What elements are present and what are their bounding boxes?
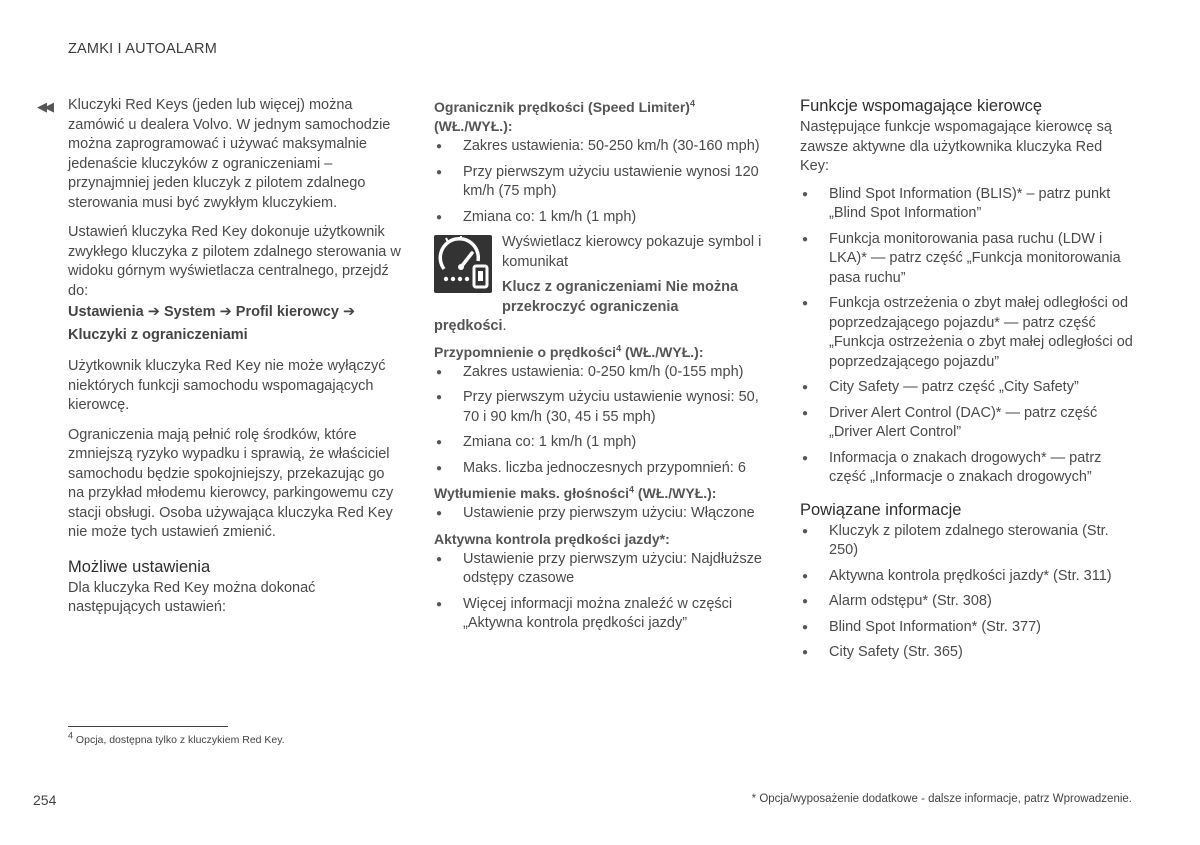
footnote-divider (68, 726, 228, 727)
heading-speed-reminder-tail: (WŁ./WYŁ.): (621, 343, 704, 360)
heading-adaptive-cruise: Aktywna kontrola prędkości jazdy*: (434, 530, 670, 547)
section-heading-related-info: Powiązane informacje (800, 500, 962, 519)
list-item: ● Informacja o znakach drogowych* — patrz część „Informacje o znakach drogowych” (800, 449, 1135, 488)
path-step-settings: Ustawienia (68, 304, 144, 320)
column-left (68, 96, 403, 628)
list-item: ● Przy pierwszym użyciu ustawienie wynosi 120 km/h (75 mph) (434, 163, 769, 202)
list-item: ● Driver Alert Control (DAC)* — patrz część „Driver Alert Control” (800, 404, 1135, 443)
page-header: ZAMKI I AUTOALARM (68, 41, 217, 57)
volume-limit-list (434, 504, 769, 524)
speed-limiter-list (434, 137, 769, 227)
driver-assist-list (800, 185, 1135, 488)
list-item: ● Więcej informacji można znaleźć w części „Aktywna kontrola prędkości jazdy” (434, 595, 769, 634)
related-link[interactable]: ● Blind Spot Information* (Str. 377) (800, 618, 1135, 638)
path-arrow-icon: ➔ (342, 304, 356, 320)
double-back-arrow-icon[interactable]: ◀◀ (37, 99, 51, 114)
optional-equipment-note: * Opcja/wyposażenie dodatkowe - dalsze informacje, patrz Wprowadzenie. (751, 793, 1132, 805)
heading-speed-limiter-text: Ogranicznik prędkości (Speed Limiter) (434, 99, 690, 115)
paragraph-restrictions-purpose: Ograniczenia mają pełnić rolę środków, które zmniejszą ryzyko wypadku i sprawią, że właściciel samochodu będzie spokojniejszy, przekazując go na przykład młodemu kierowcy, parkingowemu czy stacji obsługi. Osoba używająca kluczyka Red Key nie może tych ustawień zmienić. (68, 426, 394, 540)
heading-speed-limiter (434, 98, 769, 136)
symbol-message-end: . (502, 318, 507, 334)
heading-speed-reminder-text: Przypomnienie o prędkości (434, 343, 617, 360)
footnote-mark: 4 (629, 484, 635, 495)
related-link[interactable]: ● Alarm odstępu* (Str. 308) (800, 592, 1135, 612)
footnote (68, 730, 285, 746)
list-item: ● Funkcja ostrzeżenia o zbyt małej odległości od poprzedzającego pojazdu* — patrz część „Funkcja ostrzeżenia o zbyt małej odległości od poprzedzającego pojazdu” (800, 294, 1135, 372)
heading-speed-reminder (434, 343, 769, 362)
list-item: ● Ustawienie przy pierwszym użyciu: Włączone (434, 504, 769, 524)
list-item: ● Zakres ustawienia: 0-250 km/h (0-155 mph) (434, 363, 769, 383)
related-info-list (800, 522, 1135, 663)
speed-limiter-symbol-row (434, 233, 769, 317)
footnote-mark: 4 (689, 98, 695, 109)
column-right (800, 96, 1135, 669)
path-step-restricted-keys: Kluczyki z ograniczeniami (68, 327, 248, 343)
footnote-mark: 4 (616, 342, 622, 353)
paragraph-driver-assist-intro: Następujące funkcje wspomagające kierowcę są zawsze aktywne dla użytkownika kluczyka Red Key: (800, 119, 1112, 174)
section-heading-driver-assist: Funkcje wspomagające kierowcę (800, 97, 1043, 115)
paragraph-red-key-restrictions: Użytkownik kluczyka Red Key nie może wyłączyć niektórych funkcji samochodu wspomagających kierowcę. (68, 358, 386, 413)
list-item: ● Przy pierwszym użyciu ustawienie wynosi: 50, 70 i 90 km/h (30, 45 i 55 mph) (434, 388, 769, 427)
list-item: ● City Safety — patrz część „City Safety” (800, 378, 1135, 398)
list-item: ● Zakres ustawienia: 50-250 km/h (30-160 mph) (434, 137, 769, 157)
heading-volume-limit-text: Wytłumienie maks. głośności (434, 485, 630, 501)
list-item: ● Blind Spot Information (BLIS)* – patrz punkt „Blind Spot Information” (800, 185, 1135, 224)
footnote-text: Opcja, dostępna tylko z kluczykiem Red Key. (73, 734, 285, 746)
path-step-driver-profile: Profil kierowcy (235, 304, 339, 320)
symbol-message: Klucz z ograniczeniami Nie można przekroczyć ograniczenia (502, 279, 739, 315)
related-link[interactable]: ● Kluczyk z pilotem zdalnego sterowania (Str. 250) (800, 522, 1135, 561)
settings-path (68, 301, 403, 347)
symbol-message-tail (434, 317, 769, 337)
list-item: ● Funkcja monitorowania pasa ruchu (LDW i LKA)* — patrz część „Funkcja monitorowania pasa ruchu” (800, 230, 1135, 289)
section-heading-possible-settings: Możliwe ustawienia (68, 557, 211, 576)
path-arrow-icon: ➔ (219, 304, 232, 320)
list-item: ● Zmiana co: 1 km/h (1 mph) (434, 208, 769, 228)
page-number: 254 (33, 792, 57, 808)
paragraph-red-key-settings (68, 223, 403, 301)
list-item: ● Zmiana co: 1 km/h (1 mph) (434, 433, 769, 453)
related-link[interactable]: ● City Safety (Str. 365) (800, 643, 1135, 663)
heading-volume-limit-tail: (WŁ./WYŁ.): (634, 485, 717, 501)
symbol-message-tail-text: prędkości (434, 318, 503, 334)
symbol-text: Wyświetlacz kierowcy pokazuje symbol i komunikat (502, 234, 762, 270)
speed-limiter-key-icon (434, 235, 492, 293)
adaptive-cruise-list (434, 550, 769, 634)
symbol-description (502, 233, 769, 317)
footnote-mark: 4 (68, 730, 74, 741)
red-key-settings-text: Ustawień kluczyka Red Key dokonuje użytkownik zwykłego kluczyka z pilotem zdalnego sterowania w widoku górnym wyświetlacza centralnego, przejdź do: (68, 224, 401, 299)
paragraph-possible-settings: Dla kluczyka Red Key można dokonać następujących ustawień: (68, 579, 316, 615)
column-middle (434, 98, 769, 640)
speed-reminder-list (434, 363, 769, 479)
path-step-system: System (163, 304, 216, 320)
list-item: ● Maks. liczba jednoczesnych przypomnień: 6 (434, 459, 769, 479)
related-link[interactable]: ● Aktywna kontrola prędkości jazdy* (Str. 311) (800, 567, 1135, 587)
list-item: ● Ustawienie przy pierwszym użyciu: Najdłuższe odstępy czasowe (434, 550, 769, 589)
paragraph-red-keys-order: Kluczyki Red Keys (jeden lub więcej) można zamówić u dealera Volvo. W jednym samochodzie można zaprogramować i używać maksymalnie jedenaście kluczyków z ograniczeniami – przynajmniej jeden kluczyk z pilotem zdalnego sterowania musi być zwykłym kluczykiem. (68, 97, 391, 211)
heading-volume-limit (434, 484, 769, 503)
heading-speed-limiter-tail: (WŁ./WYŁ.): (434, 118, 513, 134)
path-arrow-icon: ➔ (147, 304, 160, 320)
